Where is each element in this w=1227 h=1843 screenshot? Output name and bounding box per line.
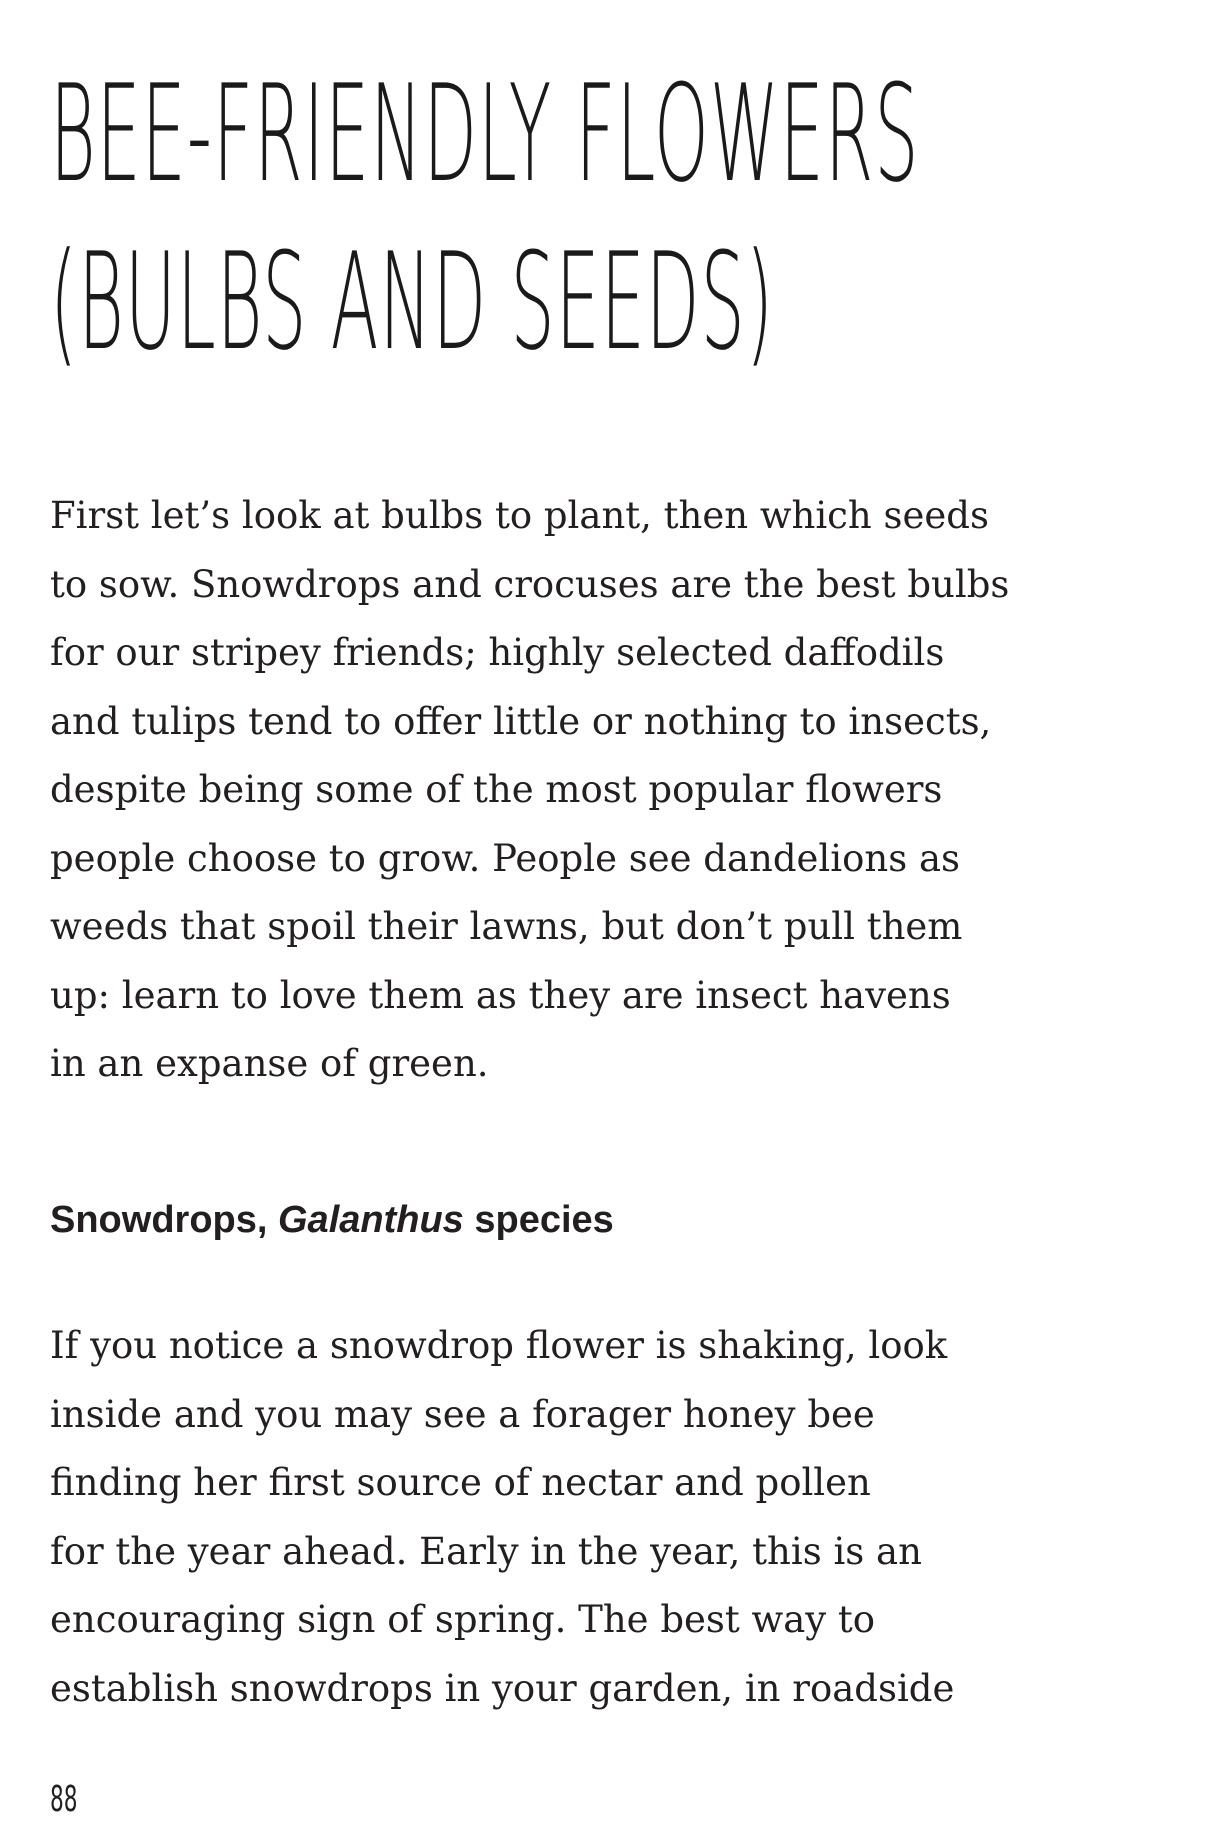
page-title bbox=[50, 50, 920, 386]
title-line-2: (BULBS AND SEEDS) bbox=[50, 224, 775, 380]
paragraph-line: in an expanse of green. bbox=[50, 1042, 489, 1085]
heading-genus: Galanthus bbox=[278, 1199, 464, 1241]
paragraph-line: for our stripey friends; highly selected daffodils bbox=[50, 631, 945, 674]
title-line-1: BEE-FRIENDLY FLOWERS bbox=[50, 56, 920, 212]
paragraph-line: to sow. Snowdrops and crocuses are the best bulbs bbox=[50, 562, 1010, 606]
paragraph-line: people choose to grow. People see dandelions as bbox=[50, 836, 960, 880]
intro-paragraph bbox=[50, 482, 1010, 1099]
paragraph-line: up: learn to love them as they are insect havens bbox=[50, 973, 951, 1017]
paragraph-line: and tulips tend to offer little or nothing to insects, bbox=[50, 699, 992, 743]
paragraph-line: First let’s look at bulbs to plant, then which seeds bbox=[50, 494, 989, 537]
paragraph-line: inside and you may see a forager honey bee bbox=[50, 1392, 875, 1436]
heading-common-name: Snowdrops, bbox=[50, 1199, 278, 1241]
paragraph-line: despite being some of the most popular flowers bbox=[50, 768, 943, 811]
paragraph-line: finding her first source of nectar and pollen bbox=[50, 1461, 871, 1504]
paragraph-line: establish snowdrops in your garden, in roadside bbox=[50, 1666, 955, 1710]
heading-suffix: species bbox=[463, 1199, 614, 1241]
paragraph-line: encouraging sign of spring. The best way to bbox=[50, 1598, 876, 1641]
paragraph-line: weeds that spoil their lawns, but don’t pull them bbox=[50, 905, 963, 948]
page-number: 88 bbox=[50, 1779, 78, 1820]
paragraph-line: for the year ahead. Early in the year, this is an bbox=[50, 1529, 922, 1573]
snowdrops-paragraph bbox=[50, 1312, 1010, 1723]
section-heading bbox=[50, 1195, 614, 1245]
paragraph-line: If you notice a snowdrop flower is shaking, look bbox=[50, 1324, 948, 1367]
